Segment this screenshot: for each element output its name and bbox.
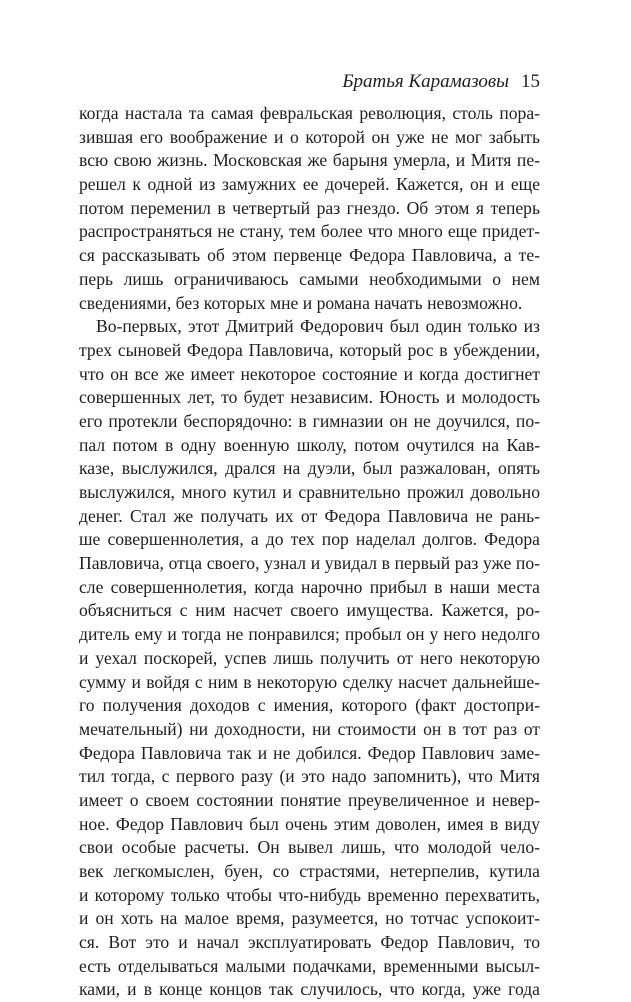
text-line: объясниться с ним насчет своего имущества. Кажется, ро- [79,600,540,621]
text-line: ся рассказывать об этом первенце Федора Павловича, а те- [79,245,540,266]
text-line: тил тогда, с первого разу (и это надо запомнить), что Митя [79,766,540,787]
text-line: мечательный) ни доходности, ни стоимости он в тот раз от [79,718,540,739]
paragraph [79,102,540,315]
running-header [342,70,540,94]
text-line: потом переменил в четвертый раз гнездо. Об этом я теперь [79,197,540,218]
text-line: имеет о своем состоянии понятие преувеличенное и невер- [79,789,540,810]
text-line: го получения доходов с имения, которого (факт достопри- [79,695,540,716]
text-line: распространяться не стану, тем более что много еще придет- [79,221,540,242]
text-line: век легкомыслен, буен, со страстями, нетерпелив, кутила [79,861,540,881]
text-line: дитель ему и тогда не понравился; пробыл он у него недолго [79,624,540,645]
body-text [79,102,540,1002]
text-line: его протекли беспорядочно: в гимназии он не доучился, по- [79,410,540,431]
text-line: пал потом в одну военную школу, потом очутился на Кав- [79,434,540,455]
page-number: 15 [521,71,540,92]
text-line: денег. Стал же получать их от Федора Павловича не рань- [79,505,540,526]
text-line: сведениями, без которых мне и романа начать невозможно. [79,292,523,313]
text-line: совершенных лет, то будет независим. Юность и молодость [79,387,540,408]
text-line: и он хоть на малое время, разумеется, но тотчас успокоит- [79,908,540,929]
text-line: и уехал поскорей, успев лишь получить от него некоторую [79,647,540,668]
text-line: перь лишь ограничиваюсь самыми необходимыми о нем [79,268,540,289]
text-line: сле совершеннолетия, когда нарочно прибыл в наши места [79,576,540,597]
text-line: трех сыновей Федора Павловича, который рос в убеждении, [79,339,540,360]
text-line: свои особые расчеты. Он вывел лишь, что молодой чело- [79,837,540,858]
text-line: выслужился, много кутил и сравнительно прожил довольно [79,482,540,502]
text-line: ками, и в конце концов так случилось, что когда, уже года [79,979,540,1000]
paragraph [79,315,540,1002]
text-line: ся. Вот это и начал эксплуатировать Федор Павлович, то [79,932,540,953]
text-line: когда настала та самая февральская революция, столь пора- [79,103,540,123]
running-title: Братья Карамазовы [342,71,509,92]
text-line: зившая его воображение и о которой он уже не мог забыть [79,126,540,147]
text-line: Федора Павловича так и не добился. Федор Павлович заме- [79,742,540,763]
text-line: есть отделываться малыми подачками, временными высыл- [79,955,540,976]
text-line: всю свою жизнь. Московская же барыня умерла, и Митя пе- [79,150,540,171]
text-line: Во-первых, этот Дмитрий Федорович был один только из [96,316,540,337]
text-line: и которому только чтобы что-нибудь временно перехватить, [79,884,540,905]
text-line: сумму и войдя с ним в некоторую сделку насчет дальнейше- [79,671,540,692]
text-line: казе, выслужился, дрался на дуэли, был разжалован, опять [79,458,540,479]
text-line: что он все же имеет некоторое состояние и когда достигнет [79,363,540,384]
text-line: ное. Федор Павлович был очень этим доволен, имея в виду [79,813,540,834]
text-line: ше совершеннолетия, а до тех пор наделал долгов. Федора [79,529,540,550]
text-line: решел к одной из замужних ее дочерей. Кажется, он и еще [79,174,540,195]
text-line: Павловича, отца своего, узнал и увидал в первый раз уже по- [79,553,540,574]
